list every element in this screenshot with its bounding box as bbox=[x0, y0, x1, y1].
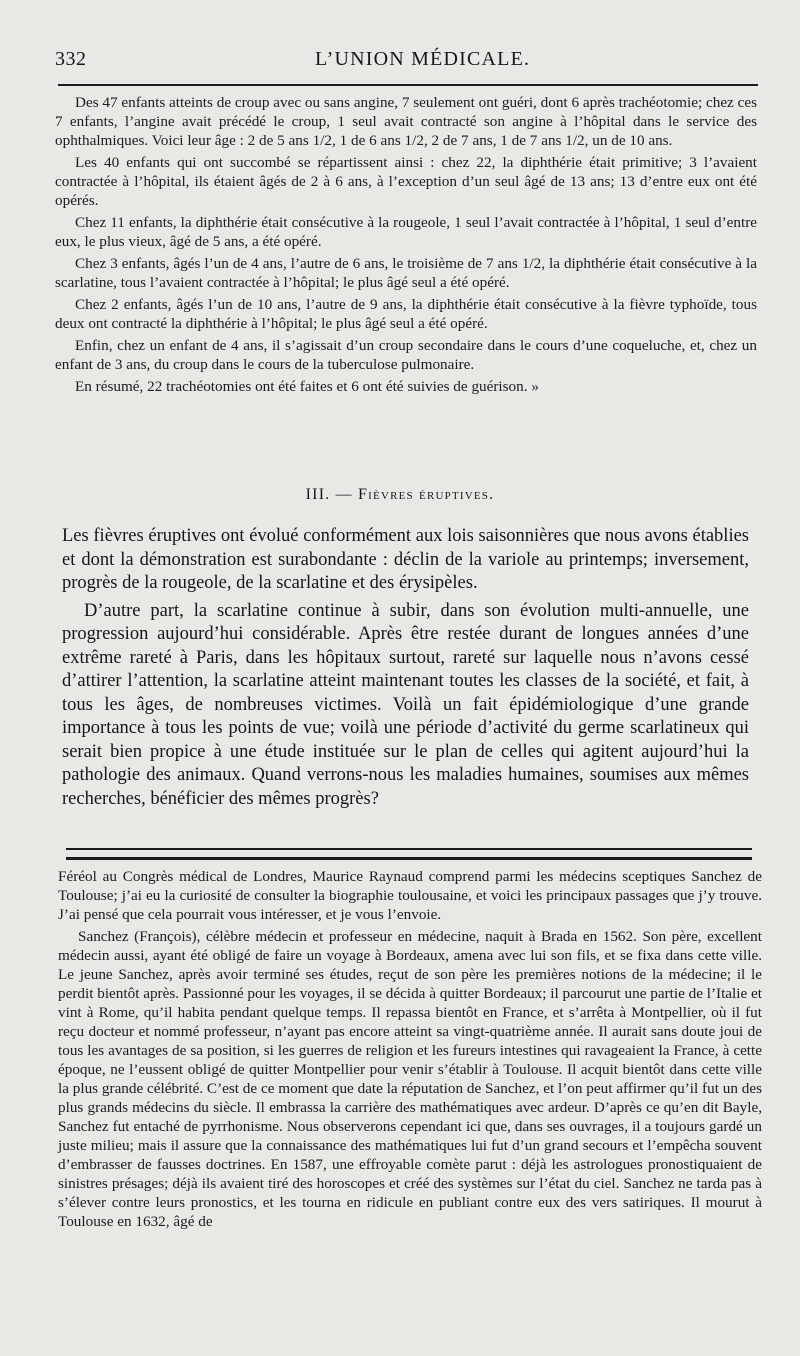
eruptive-fevers-text bbox=[62, 525, 749, 815]
paragraph-deaths-distribution: Les 40 enfants qui ont succombé se répartissent ainsi : chez 22, la diphthérie était primitive; 3 l’avaient contractée à l’hôpital, ils étaient âgés de 2 à 6 ans, à l’exception d’un seul âgé de 13 ans; 13 d’entre eux ont été opérés. bbox=[55, 154, 757, 209]
double-rule-divider bbox=[66, 848, 752, 860]
page-number: 332 bbox=[55, 48, 87, 70]
paragraph-typhoid-diphtheria: Chez 2 enfants, âgés l’un de 10 ans, l’autre de 9 ans, la diphthérie était consécutive à la fièvre typhoïde, tous deux ont contracté la diphthérie à l’hôpital; le plus âgé seul a été opéré. bbox=[55, 296, 757, 332]
paragraph-sanchez-biography: Sanchez (François), célèbre médecin et professeur en médecine, naquit à Brada en 1562. Son père, excellent médecin aussi, ayant été obligé de faire un voyage à Bordeaux, amena avec lui son fils, et se fixa dans cette ville. Le jeune Sanchez, après avoir terminé ses études, reçut de son père les premières notions de la médecine; il le perdit bientôt après. Passionné pour les voyages, il se décida à quitter Bordeaux; il parcourut une partie de l’Italie et vint à Rome, qu’il habita pendant quelque temps. Il repassa bientôt en France, et s’arrêta à Montpellier, où il fut reçu docteur et nommé professeur, n’ayant pas encore atteint sa vingt-quatrième année. Il aurait sans doute joui de tous les avantages de sa position, si les guerres de religion et les fureurs intestines qui ravageaient la France, à cette époque, ne l’eussent obligé de quitter Montpellier pour venir s’établir à Toulouse. Il acquit bientôt dans cette ville la plus grande célébrité. C’est de ce moment que date la réputation de Sanchez, et l’on peut affirmer qu’il fut un des plus grands médecins du siècle. Il embrassa la carrière des mathématiques avec ardeur. D’après ce qu’en dit Bayle, Sanchez fut entaché de pyrrhonisme. Nous observerons cependant ici que, dans ses ouvrages, il a toujours gardé un juste milieu; mais il assure que la connaissance des mathématiques lui fut d’un grand secours et l’empêcha souvent d’embrasser de fausses doctrines. En 1587, une effroyable comète parut : déjà les astrologues pronostiquaient de sinistres présages; déjà ils avaient tiré des horoscopes et créé des systèmes sur l’état du ciel. Sanchez ne tarda pas à s’élever contre leurs pronostics, et les tourna en ridicule en publiant contre eux des vers satiriques. Il mourut à Toulouse en 1632, âgé de bbox=[58, 928, 762, 1230]
paragraph-seasonal-laws: Les fièvres éruptives ont évolué conformément aux lois saisonnières que nous avons établies et dont la démonstration est surabondante : déclin de la variole au printemps; inversement, progrès de la rougeole, de la scarlatine et des érysipèles. bbox=[62, 526, 749, 593]
paragraph-summary: En résumé, 22 trachéotomies ont été faites et 6 ont été suivies de guérison. » bbox=[75, 378, 539, 395]
section-heading bbox=[0, 486, 800, 504]
feuilleton-text bbox=[58, 867, 762, 1234]
section-title: Fièvres éruptives. bbox=[358, 486, 495, 503]
running-title: L’UNION MÉDICALE. bbox=[315, 48, 531, 70]
header-rule bbox=[58, 84, 758, 86]
paragraph-secondary-croup: Enfin, chez un enfant de 4 ans, il s’agissait d’un croup secondaire dans le cours d’une coqueluche, et, chez un enfant de 3 ans, du croup dans le cours de la tuberculose pulmonaire. bbox=[55, 337, 757, 373]
page-header bbox=[55, 48, 755, 74]
croup-statistics-text bbox=[55, 93, 757, 399]
paragraph-congress-note: Féréol au Congrès médical de Londres, Maurice Raynaud comprend parmi les médecins sceptiques Sanchez de Toulouse; j’ai eu la curiosité de consulter la biographie toulousaine, et voici les principaux passages que j’y trouve. J’ai pensé que cela pourrait vous intéresser, et je vous l’envoie. bbox=[58, 868, 762, 923]
paragraph-measles-diphtheria: Chez 11 enfants, la diphthérie était consécutive à la rougeole, 1 seul l’avait contractée à l’hôpital, 1 seul d’entre eux, le plus vieux, âgé de 5 ans, a été opéré. bbox=[55, 214, 757, 250]
section-numeral: III. — bbox=[305, 486, 353, 503]
paragraph-scarlatina-diphtheria: Chez 3 enfants, âgés l’un de 4 ans, l’autre de 6 ans, le troisième de 7 ans 1/2, la diphthérie était consécutive à la scarlatine, tous l’avaient contractée à l’hôpital; le plus âgé seul a été opéré. bbox=[55, 255, 757, 291]
paragraph-scarlatina-progression: D’autre part, la scarlatine continue à subir, dans son évolution multi-annuelle, une progression aujourd’hui considérable. Après être restée durant de longues années d’une extrême rareté à Paris, dans les hôpitaux surtout, rareté sur laquelle nous n’avons cessé d’attirer l’attention, la scarlatine atteint maintenant toutes les classes de la société, et fait, à tous les âges, de nombreuses victimes. Voilà un fait épidémiologique d’une grande importance à tous les points de vue; voilà une période d’activité du germe scarlatineux qui serait bien propice à une étude instituée sur le plan de celles qui agitent aujourd’hui la pathologie des animaux. Quand verrons-nous les maladies humaines, soumises aux mêmes recherches, bénéficier des mêmes progrès? bbox=[62, 600, 749, 809]
paragraph-croup-cases: Des 47 enfants atteints de croup avec ou sans angine, 7 seulement ont guéri, dont 6 après trachéotomie; chez ces 7 enfants, l’angine avait précédé le croup, 1 seul avait contracté son angine à l’hôpital dans le service des ophthalmiques. Voici leur âge : 2 de 5 ans 1/2, 1 de 6 ans 1/2, 2 de 7 ans, 1 de 7 ans 1/2, un de 10 ans. bbox=[55, 94, 757, 149]
